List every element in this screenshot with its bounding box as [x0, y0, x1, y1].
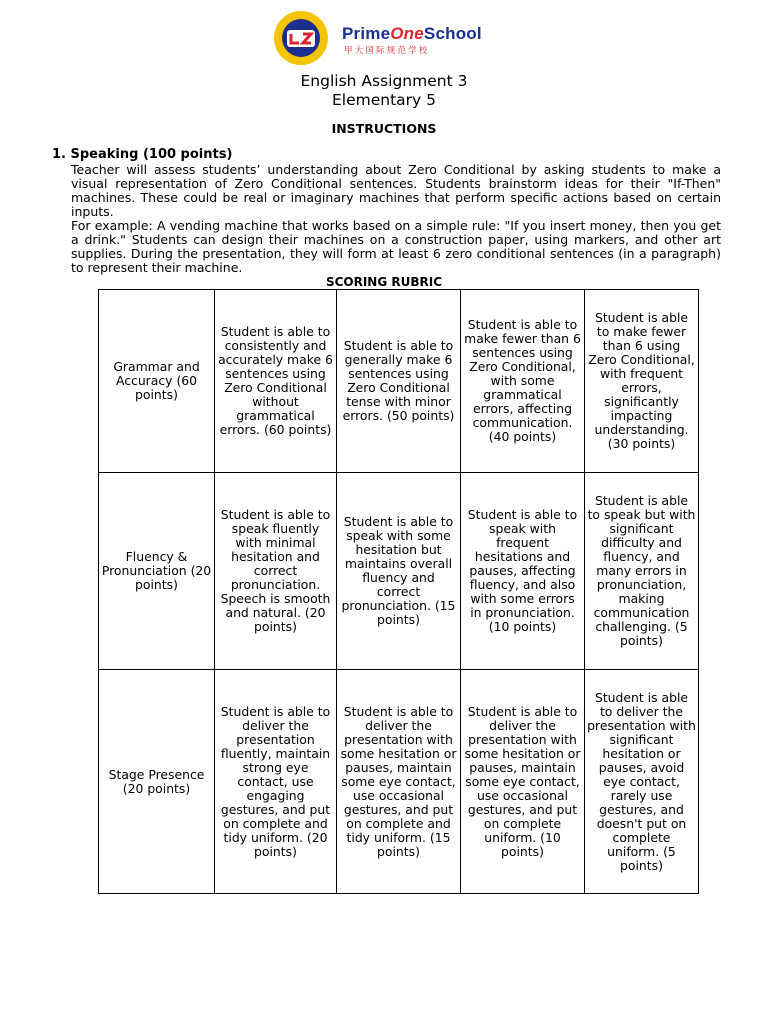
- school-logo: [272, 10, 502, 66]
- level-cell: Student is able to make fewer than 6 using Zero Conditional, with frequent errors, significantly impacting understanding. (30 points): [585, 290, 699, 473]
- level-cell: Student is able to generally make 6 sentences using Zero Conditional tense with minor errors. (50 points): [337, 290, 461, 473]
- level-cell: Student is able to consistently and accurately make 6 sentences using Zero Conditional without grammatical errors. (60 points): [215, 290, 337, 473]
- instructions-heading: INSTRUCTIONS: [331, 121, 437, 136]
- criterion-cell: Grammar and Accuracy (60 points): [99, 290, 215, 473]
- school-emblem-icon: [272, 10, 330, 66]
- assignment-title: English Assignment 3: [300, 72, 468, 90]
- level-cell: Student is able to deliver the presentation with significant hesitation or pauses, avoid eye contact, rarely use gestures, and doesn't put on complete uniform. (5 points): [585, 670, 699, 894]
- brand-name: PrimeOneSchool: [342, 24, 482, 43]
- grade-level: Elementary 5: [331, 91, 436, 109]
- level-cell: Student is able to make fewer than 6 sentences using Zero Conditional, with some grammatical errors, affecting communication. (40 points): [461, 290, 585, 473]
- section-heading: 1. Speaking (100 points): [52, 147, 233, 162]
- rubric-row-grammar: [99, 290, 699, 473]
- brand-subtitle: 甲大国际规范学校: [344, 46, 430, 56]
- level-cell: Student is able to deliver the presentation fluently, maintain strong eye contact, use engaging gestures, and put on complete and tidy uniform. (20 points): [215, 670, 337, 894]
- rubric-row-stage-presence: [99, 670, 699, 894]
- description-paragraph: Teacher will assess students’ understanding about Zero Conditional by asking students to make a visual representation of Zero Conditional sentences. Students brainstorm ideas for their "If-Then" machines. These could be real or imaginary machines that perform specific actions based on certain inputs.: [71, 162, 721, 219]
- level-cell: Student is able to deliver the presentation with some hesitation or pauses, maintain some eye contact, use occasional gestures, and put on complete uniform. (10 points): [461, 670, 585, 894]
- rubric-row-fluency: [99, 473, 699, 670]
- criterion-cell: Stage Presence (20 points): [99, 670, 215, 894]
- level-cell: Student is able to speak fluently with minimal hesitation and correct pronunciation. Speech is smooth and natural. (20 points): [215, 473, 337, 670]
- scoring-rubric-table: [98, 289, 699, 894]
- level-cell: Student is able to speak with frequent hesitations and pauses, affecting fluency, and also with some errors in pronunciation. (10 points): [461, 473, 585, 670]
- level-cell: Student is able to speak but with significant difficulty and fluency, and many errors in pronunciation, making communication challenging. (5 points): [585, 473, 699, 670]
- rubric-title: SCORING RUBRIC: [325, 275, 443, 289]
- example-paragraph: For example: A vending machine that works based on a simple rule: "If you insert money, then you get a drink." Students can design their machines on a construction paper, using markers, and other art supplies. During the presentation, they will form at least 6 zero conditional sentences (in a paragraph) to represent their machine.: [71, 218, 721, 275]
- level-cell: Student is able to deliver the presentation with some hesitation or pauses, maintain some eye contact, use occasional gestures, and put on complete and tidy uniform. (15 points): [337, 670, 461, 894]
- level-cell: Student is able to speak with some hesitation but maintains overall fluency and correct pronunciation. (15 points): [337, 473, 461, 670]
- criterion-cell: Fluency & Pronunciation (20 points): [99, 473, 215, 670]
